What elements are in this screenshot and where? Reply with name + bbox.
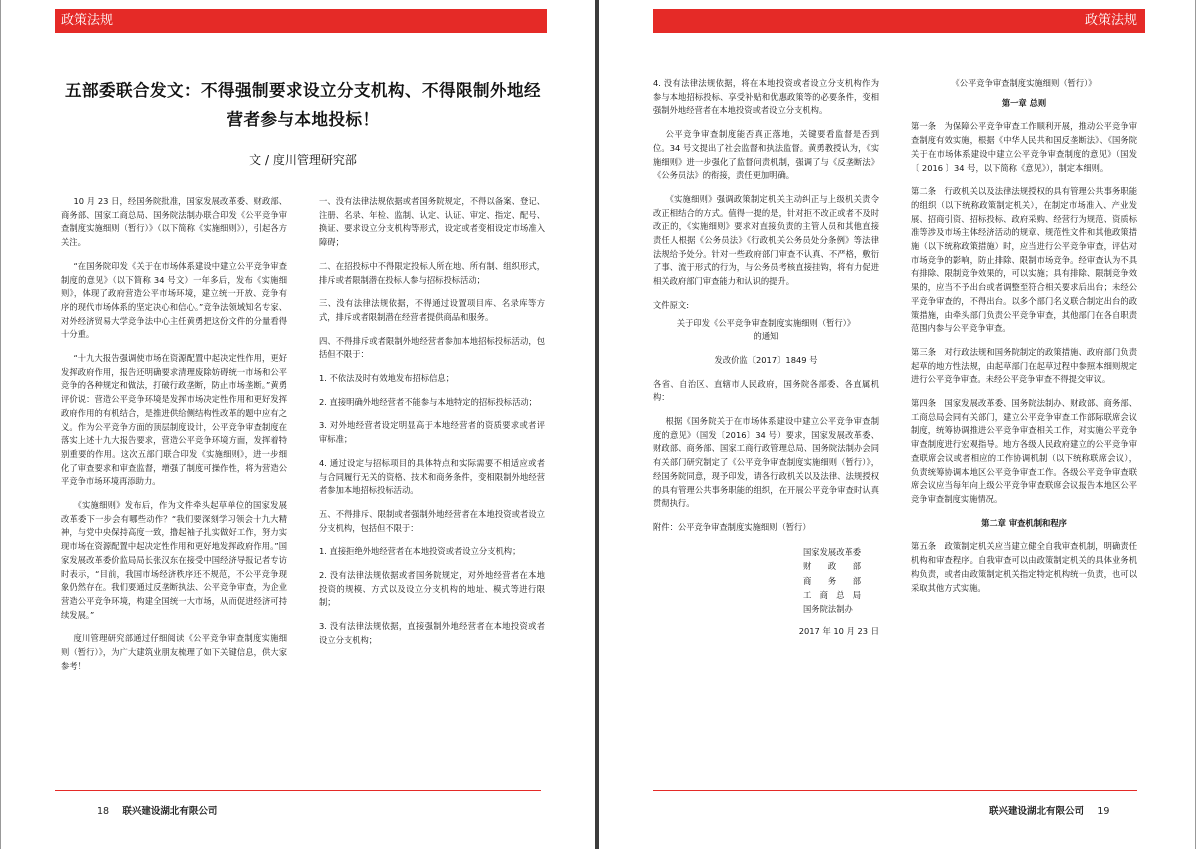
- list-item: 4. 没有法律法规依据，将在本地投资或者设立分支机构作为参与本地招标投标、享受补贴和优惠政策等的必要条件，变相强制外地经营者在本地投资或者设立分支机构。: [653, 78, 879, 116]
- signatory: 商 务 部: [803, 575, 862, 586]
- footer-rule: [653, 790, 1137, 791]
- page-footer: [989, 803, 1119, 817]
- list-item: 2. 直接明确外地经营者不能参与本地特定的招标投标活动；: [319, 396, 537, 407]
- signatory: 工 商 总 局: [803, 589, 862, 600]
- article-title: 五部委联合发文：不得强制要求设立分支机构、不得限制外地经营者参与本地投标！: [65, 81, 541, 129]
- notice-body: 根据《国务院关于在市场体系建设中建立公平竞争审查制度的意见》（国发〔2016〕34 号）要求，国家发展改革委、财政部、商务部、国家工商行政管理总局、国务院法制办会同有关部门研究制定了《公平竞争审查制度实施细则（暂行）》，经国务院同意，现予印发，请各行政机关以及法律、法规授权的具有管理公共事务职能的组织，在开展公平竞争审查时认真贯彻执行。: [653, 416, 879, 509]
- footer-company: 联兴建设湖北有限公司: [122, 806, 218, 817]
- doc-number: 发改价监〔2017〕1849 号: [714, 354, 818, 365]
- document-title: 《公平竞争审查制度实施细则（暂行）》: [951, 78, 1097, 88]
- paragraph: 度川管理研究部通过仔细阅读《公平竞争审查制度实施细则（暂行）》，为广大建筑业朋友梳理了如下关键信息，供大家参考！: [61, 633, 287, 671]
- right-column-2: [911, 77, 1137, 605]
- left-column-2: [319, 195, 545, 658]
- paragraph: 《实施细则》强调政策制定机关主动纠正与上级机关责令改正相结合的方式。值得一提的是，针对拒不改正或者不及时改正的，《实施细则》要求对直接负责的主管人员和其他直接责任人根据《公务员法》《行政机关公务员处分条例》等法律法规给予处分。针对一些政府部门审查不认真、不严格，敷衍了事、流于形式的行为，与公务员考核直接挂钩，将有力促进相关政府部门审查能力和认识的提升。: [653, 193, 879, 287]
- page-footer: [87, 803, 217, 817]
- right-page: [599, 0, 1195, 849]
- footer-company: 联兴建设湖北有限公司: [989, 806, 1085, 817]
- left-page: [1, 0, 595, 849]
- paragraph: “在国务院印发《关于在市场体系建设中建立公平竞争审查制度的意见》（以下简称 34 号文）一年多后，发布《实施细则》，体现了政府营造公平市场环境，建立统一开放、竞争有序的现代市场体系的坚定决心和信心。”竞争法领域知名专家、对外经济贸易大学竞争法中心主任黄勇把这份文件的分量看得十分重。: [61, 260, 287, 340]
- paragraph: 文件原文:: [653, 299, 689, 310]
- signatory: 财 政 部: [803, 561, 862, 572]
- signatories: [653, 545, 879, 617]
- right-column-1: [653, 77, 879, 638]
- article: 第五条 政策制定机关应当建立健全自我审查机制，明确责任机构和审查程序。自我审查可以由政策制定机关的具体业务机构负责，或者由政策制定机关指定特定机构统一负责，也可以采取其他方式实施。: [911, 541, 1137, 593]
- list-item: 1. 直接拒绝外地经营者在本地投资或者设立分支机构；: [319, 546, 521, 557]
- article: 第二条 行政机关以及法律法规授权的具有管理公共事务职能的组织（以下统称政策制定机关），在制定市场准入、产业发展、招商引资、招标投标、政府采购、经营行为规范、资质标准等涉及市场主体经济活动的规章、规范性文件和其他政策措施（以下统称政策措施）时，应当进行公平竞争审查，评估对市场竞争的影响，防止排除、限制市场竞争。经审查认为不具有排除、限制竞争效果的，可以实施；具有排除、限制竞争效果的，应当不予出台或者调整至符合相关要求后出台；未经公平竞争审查的，不得出台。以多个部门名义联合制定出台的政策措施，由牵头部门负责公平竞争审查，其他部门在各自职责范围内参与公平竞争审查。: [911, 186, 1137, 334]
- article: 第三条 对行政法规和国务院制定的政策措施、政府部门负责起草的地方性法规，由起草部门在起草过程中参照本细则规定进行公平竞争审查。未经公平竞争审查不得提交审议。: [911, 346, 1137, 385]
- list-item: 4. 通过设定与招标项目的具体特点和实际需要不相适应或者与合同履行无关的资格、技术和商务条件，变相限制外地经营者参加本地招标投标活动。: [319, 457, 545, 496]
- paragraph: 一、没有法律法规依据或者国务院规定，不得以备案、登记、注册、名录、年检、监制、认定、认证、审定、指定、配号、换证、要求设立分支机构等形式，设定或者变相设定市场准入障碍；: [319, 196, 545, 248]
- paragraph: 四、不得排斥或者限制外地经营者参加本地招标投标活动，包括但不限于：: [319, 335, 545, 360]
- paragraph: 10 月 23 日，经国务院批准，国家发展改革委、财政部、商务部、国家工商总局、国务院法制办联合印发《公平竞争审查制度实施细则（暂行）》（以下简称《实施细则》），引起各方关注。: [61, 196, 287, 248]
- paragraph: “十九大报告强调使市场在资源配置中起决定性作用，更好发挥政府作用，报告还明确要求清理废除妨碍统一市场和公平竞争的各种规定和做法，打破行政垄断，防止市场垄断。”黄勇评价说：营造公平竞争环境是发挥市场决定性作用和更好发挥政府作用的有机结合，是推进供给侧结构性改革的题中应有之义。作为公平竞争方面的顶层制度设计，公平竞争审查制度在落实上述十九大报告要求，营造公平竞争环境方面，发挥着特别重要的作用。这次五部门联合印发《实施细则》，进一步细化了审查要求和审查监督，增强了制度可操作性，将为营造公平竞争市场环境再添助力。: [61, 353, 287, 487]
- chapter-heading: 第一章 总则: [1001, 97, 1047, 108]
- section-header: 政策法规: [653, 9, 1145, 33]
- notice-title: 的通知: [753, 331, 779, 342]
- section-header: 政策法规: [55, 9, 547, 33]
- chapter-heading: 第二章 审查机制和程序: [981, 517, 1067, 528]
- attachment: 附件：公平竞争审查制度实施细则（暂行）: [653, 521, 811, 532]
- article: 第四条 国家发展改革委、国务院法制办、财政部、商务部、工商总局会同有关部门，建立公平竞争审查工作部际联席会议制度，统筹协调推进公平竞争审查相关工作，对实施公平竞争审查制度进行宏观指导。地方各级人民政府建立的公平竞争审查联席会议或者相应的工作协调机制（以下统称联席会议），负责统筹协调本地区公平竞争审查工作。各级公平竞争审查联席会议应当每年向上级公平竞争审查联席会议报告本地区公平竞争审查制度实施情况。: [911, 398, 1137, 504]
- page-number: 19: [1097, 806, 1110, 817]
- signatory: 国务院法制办: [803, 604, 853, 615]
- notice-date: 2017 年 10 月 23 日: [798, 625, 879, 636]
- article: 第一条 为保障公平竞争审查工作顺利开展，推动公平竞争审查制度有效实施，根据《中华人民共和国反垄断法》、《国务院关于在市场体系建设中建立公平竞争审查制度的意见》（国发〔 2016 〕34 号，以下简称《意见》），制定本细则。: [911, 121, 1137, 173]
- paragraph: 二、在招投标中不得限定投标人所在地、所有制、组织形式，排斥或者限制潜在投标人参与招标投标活动；: [319, 260, 545, 285]
- list-item: 3. 没有法律法规依据，直接强制外地经营者在本地投资或者设立分支机构；: [319, 621, 545, 645]
- list-item: 1. 不依法及时有效地发布招标信息；: [319, 373, 455, 384]
- list-item: 2. 没有法律法规依据或者国务院规定，对外地经营者在本地投资的规模、方式以及设立分支机构的地址、模式等进行限制；: [319, 570, 545, 608]
- signatory: 国家发展改革委: [803, 546, 862, 557]
- recipients: 各省、自治区、直辖市人民政府，国务院各部委、各直属机构：: [653, 378, 879, 403]
- list-item: 3. 对外地经营者设定明显高于本地经营者的资质要求或者评审标准；: [319, 420, 545, 445]
- paragraph: 公平竞争审查制度能否真正落地，关键要看监督是否到位。34 号文提出了社会监督和执法监督。黄勇教授认为，《实施细则》进一步强化了监督问责机制，强调了与《反垄断法》《公务员法》的衔接，责任更加明确。: [653, 129, 879, 181]
- paragraph: 三、没有法律法规依据，不得通过设置项目库、名录库等方式，排斥或者限制潜在经营者提供商品和服务。: [319, 298, 545, 322]
- page-number: 18: [97, 806, 110, 817]
- article-byline: 文 / 度川管理研究部: [249, 153, 357, 167]
- left-column-1: [61, 195, 287, 684]
- footer-rule: [55, 790, 541, 791]
- notice-title: 关于印发《公平竞争审查制度实施细则（暂行）》: [676, 317, 856, 328]
- paragraph: 《实施细则》发布后，作为文件牵头起草单位的国家发展改革委下一步会有哪些动作？“我们要深刻学习领会十九大精神，与党中央保持高度一致，撸起袖子扎实做好工作，努力实现市场在资源配置中起决定性作用和更好地发挥政府作用。”国家发展改革委价监局局长张汉东在接受中国经济导报记者专访时表示，“目前，我国市场经济秩序还不规范，不公平竞争现象仍然存在。我们要通过反垄断执法、公平竞争审查，为企业营造公平竞争环境，构建全国统一大市场，从而促进经济可持续发展。”: [61, 500, 287, 620]
- paragraph: 五、不得排斥、限制或者强制外地经营者在本地投资或者设立分支机构，包括但不限于：: [319, 508, 545, 533]
